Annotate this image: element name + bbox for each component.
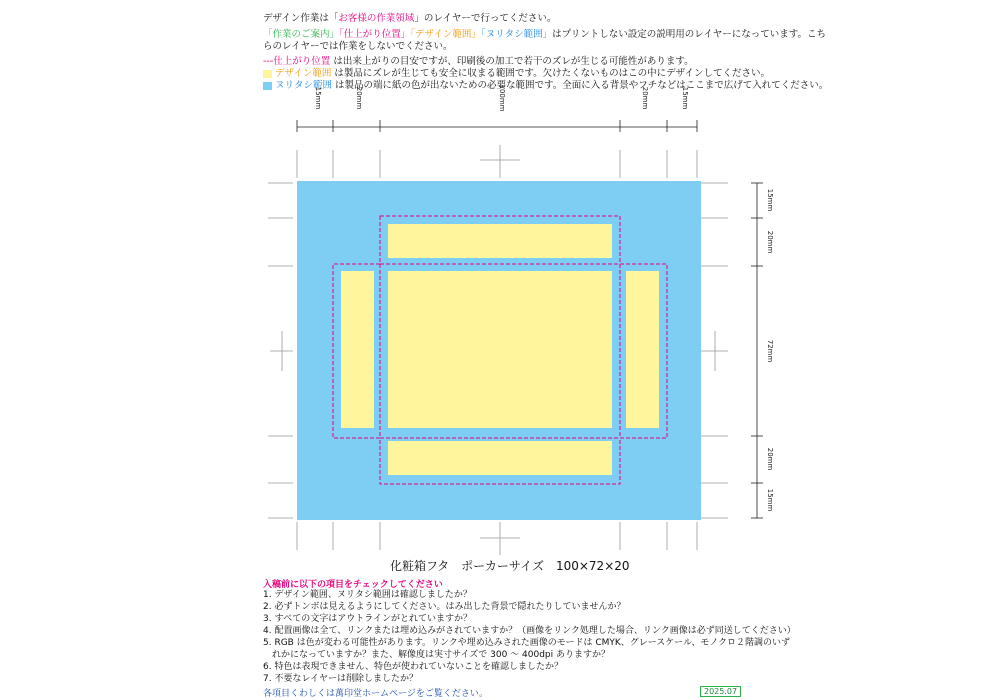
- dim-top-1: 15mm: [314, 86, 322, 110]
- homepage-link[interactable]: 各項目くわしくは萬印堂ホームページをご覧ください。: [263, 689, 488, 699]
- design-area-left-flap: [341, 271, 374, 428]
- dim-right-1: 15mm: [766, 188, 774, 212]
- instruction-line-3: らのレイヤーでは作業をしないでください。: [263, 41, 453, 52]
- dim-top-2: 20mm: [355, 86, 363, 110]
- checklist-item: 3. すべての文字はアウトラインがとれていますか？: [263, 614, 472, 624]
- version-date-badge: 2025.07: [700, 686, 741, 697]
- design-area-right-flap: [626, 271, 659, 428]
- legend-finish: ---仕上がり位置 は出来上がりの目安ですが、印刷後の加工で若干のズレが生じる可能性があります。: [263, 56, 694, 67]
- dim-top-3: 100mm: [498, 84, 506, 112]
- top-dimension-lines: [297, 120, 697, 132]
- design-area-bottom-flap: [388, 441, 612, 475]
- checklist-title: 入稿前に以下の項目をチェックしてください: [263, 580, 443, 590]
- dim-right-2: 20mm: [766, 230, 774, 254]
- template-caption: 化粧箱フタ ポーカーサイズ 100×72×20: [390, 559, 630, 573]
- design-area-top-flap: [388, 224, 612, 258]
- checklist-item: 7. 不要なレイヤーは削除しましたか？: [263, 674, 418, 684]
- checklist-item: 5. RGB は色が変わる可能性があります。リンクや埋め込みされた画像のモードは CMYK、グレースケール、モノクロ２階調のいず: [263, 638, 791, 648]
- instruction-line-1: デザイン作業は「お客様の作業領域」のレイヤーで行ってください。: [263, 13, 557, 24]
- legend-bleed: ヌリタシ範囲 は製品の端に紙の色が出ないための必要な範囲です。全面に入る背景やフチなどはここまで広げて入れてください。: [263, 80, 828, 92]
- dim-right-4: 20mm: [766, 447, 774, 471]
- checklist-item: 1. デザイン範囲、ヌリタシ範囲は確認しましたか？: [263, 590, 472, 600]
- dim-top-5: 15mm: [681, 86, 689, 110]
- dim-right-3: 72mm: [766, 339, 774, 363]
- checklist-item: 2. 必ずトンボは見えるようにしてください。はみ出した背景で隠れたりしていませんか？: [263, 602, 626, 612]
- legend-design: デザイン範囲 は製品にズレが生じても安全に収まる範囲です。欠けたくないものはこの中にデザインしてください。: [263, 68, 770, 80]
- dim-top-4: 20mm: [641, 86, 649, 110]
- design-area-center: [388, 271, 612, 428]
- right-dimension-lines: [751, 183, 763, 518]
- instruction-line-2: 「作業のご案内」「仕上がり位置」「デザイン範囲」「ヌリタシ範囲」はプリントしない設定の説明用のレイヤーになっています。こち: [263, 29, 827, 40]
- checklist-item: れかになっていますか？また、解像度は実寸サイズで 300 ～ 400dpi ありますか？: [263, 650, 611, 660]
- checklist-item: 6. 特色は表現できません、特色が使われていないことを確認しましたか？: [263, 662, 563, 672]
- checklist-item: 4. 配置画像は全て、リンクまたは埋め込みがされていますか？（画像をリンク処理した場合、リンク画像は必ず同送してください）: [263, 626, 796, 636]
- dim-right-5: 15mm: [766, 488, 774, 512]
- checklist: [263, 589, 796, 685]
